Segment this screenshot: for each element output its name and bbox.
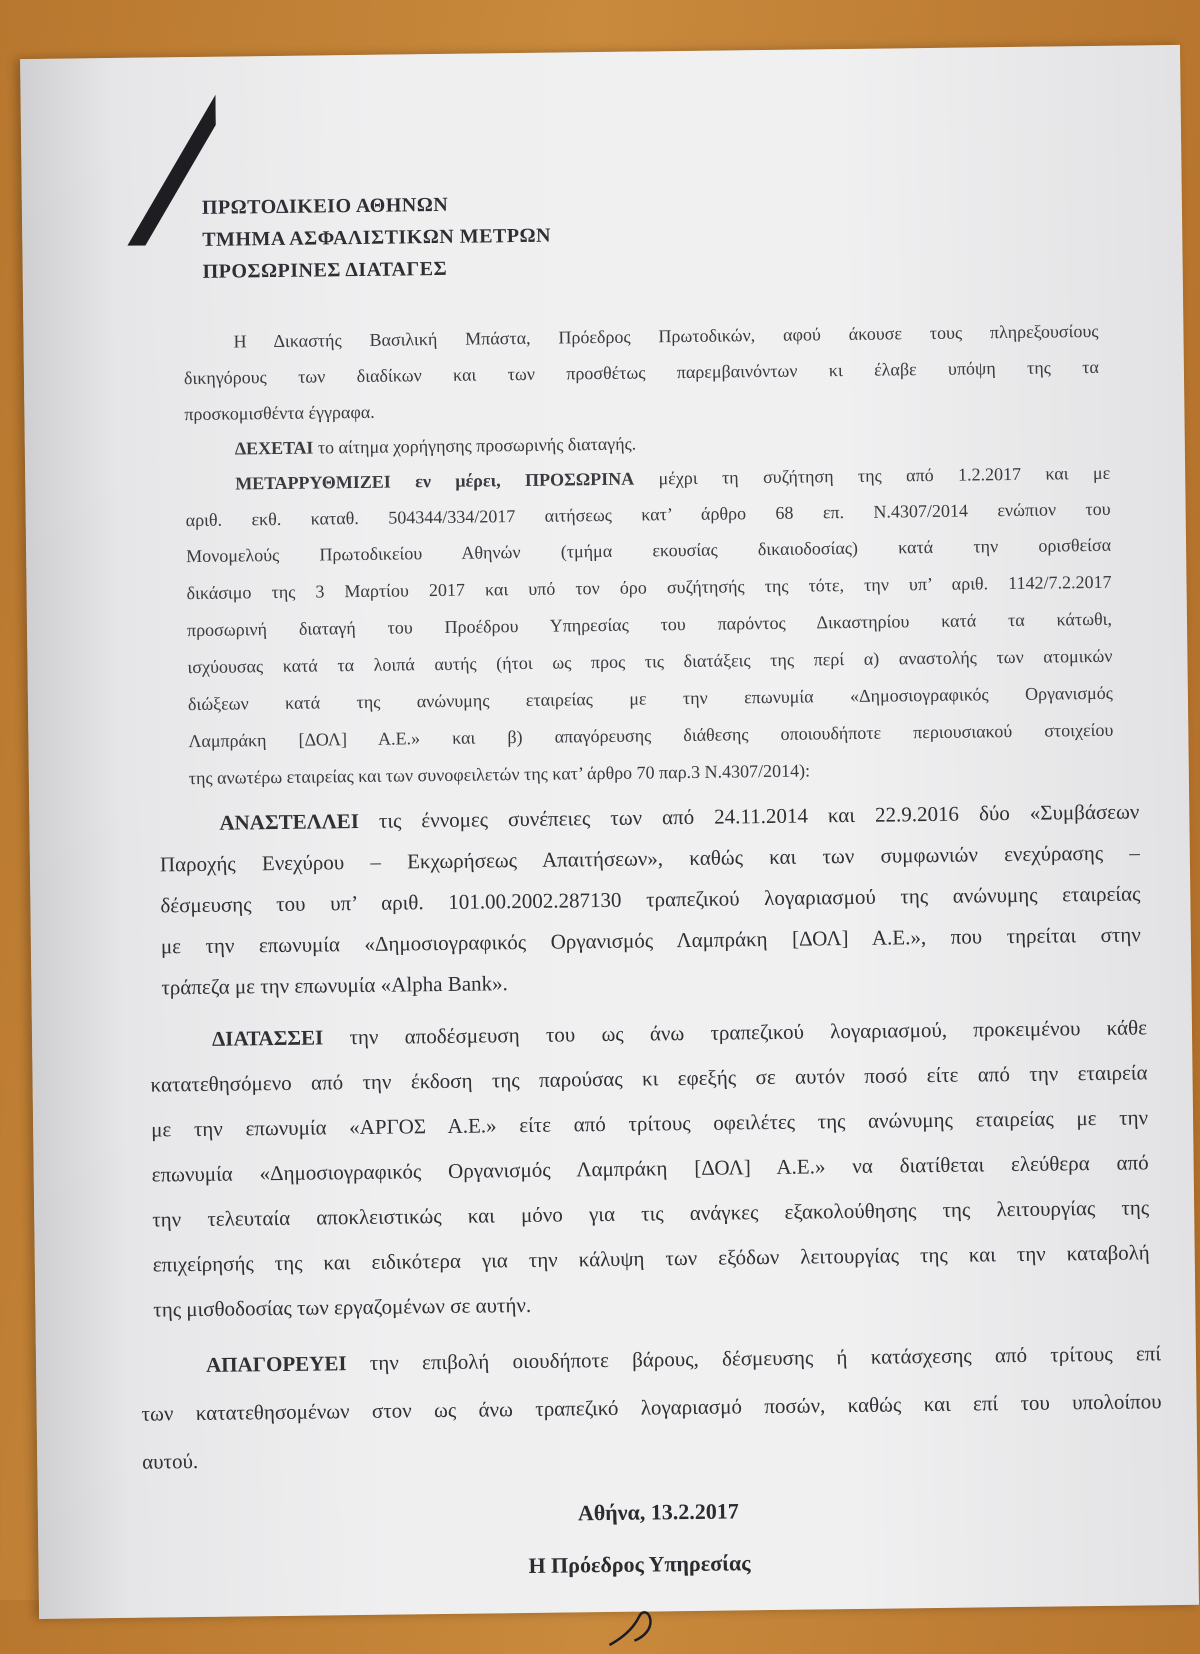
suspends-line-1 (219, 801, 1139, 833)
orders-line-7: της μισθοδοσίας των εργαζομένων σε αυτήν. (153, 1292, 532, 1322)
suspends-line-5: τράπεζα με την επωνυμία «Alpha Bank». (161, 971, 509, 1000)
document-type: ΠΡΟΣΩΡΙΝΕΣ ΔΙΑΤΑΓΕΣ (202, 257, 448, 283)
prohibits-line-3: αυτού. (142, 1449, 199, 1474)
orders-line-4: επωνυμία «Δημοσιογραφικός Οργανισμός Λαμπράκη [ΔΟΛ] Α.Ε.» να διατίθεται ελεύθερα από (151, 1150, 1149, 1187)
department-name: ΤΜΗΜΑ ΑΣΦΑΛΙΣΤΙΚΩΝ ΜΕΤΡΩΝ (202, 224, 552, 251)
amends-line-8: Λαμπράκη [ΔΟΛ] Α.Ε.» και β) απαγόρευσης διάθεσης οποιουδήποτε περιουσιακού στοιχείου (188, 719, 1114, 752)
suspends-line-1-text: τις έννομες συνέπειες των από 24.11.2014 και 22.9.2016 δύο «Συμβάσεων (358, 799, 1140, 834)
prohibits-keyword: ΑΠΑΓΟΡΕΥΕΙ (205, 1351, 347, 1377)
orders-keyword: ΔΙΑΤΑΣΣΕΙ (211, 1025, 324, 1051)
prohibits-line-1 (206, 1343, 1161, 1376)
suspends-keyword: ΑΝΑΣΤΕΛΛΕΙ (219, 809, 360, 835)
amends-line-2: αριθ. εκθ. καταθ. 504344/334/2017 αιτήσεως κατ’ άρθρο 68 επ. Ν.4307/2014 ενώπιον του (185, 498, 1111, 531)
orders-line-6: επιχείρησής της και ειδικότερα για την κάλυψη των εξόδων λειτουργίας της και την καταβολή (152, 1240, 1150, 1277)
corner-fold-mark (125, 95, 217, 246)
prohibits-line-1-text: την επιβολή οιουδήποτε βάρους, δέσμευσης ή κατάσχεσης από τρίτους επί (346, 1341, 1162, 1376)
amends-line-5: προσωρινή διαταγή του Προέδρου Υπηρεσίας του παρόντος Δικαστηρίου κατά τα κάτωθι, (186, 608, 1113, 641)
amends-line-1 (235, 464, 1110, 493)
accepts-keyword: ΔΕΧΕΤΑΙ (234, 437, 314, 459)
intro-line-1: Η Δικαστής Βασιλική Μπάστα, Πρόεδρος Πρωτοδικών, αφού άκουσε τους πληρεξουσίους (233, 320, 1099, 352)
prohibits-line-2: των κατατεθησομένων στον ως άνω τραπεζικό λογαριασμό ποσών, καθώς και επί του υπολοίπου (141, 1389, 1162, 1426)
amends-line-6: ισχύουσας κατά τα λοιπά αυτής (ήτοι ως προς τις διατάξεις της περί α) αναστολής των ατομικών (187, 645, 1113, 678)
orders-line-3: με την επωνυμία «ΑΡΓΟΣ Α.Ε.» είτε από τρίτους οφειλέτες της ανώνυμης εταιρείας με την (150, 1105, 1149, 1142)
accepts-text: το αίτημα χορήγησης προσωρινής διαταγής. (313, 433, 637, 458)
handwritten-signature (604, 1606, 684, 1647)
suspends-line-2: Παροχής Ενεχύρου – Εκχωρήσεως Απαιτήσεων», καθώς και των συμφωνιών ενεχύρασης – (159, 840, 1140, 877)
suspends-line-4: με την επωνυμία «Δημοσιογραφικός Οργανισμός Λαμπράκη [ΔΟΛ] Α.Ε.», που τηρείται στην (160, 922, 1141, 959)
orders-line-2: κατατεθησόμενο από την έκδοση της παρούσας κι εφεξής σε αυτόν ποσό είτε από την εταιρεία (150, 1060, 1148, 1097)
amends-keyword: ΜΕΤΑΡΡΥΘΜΙΖΕΙ εν μέρει, ΠΡΟΣΩΡΙΝΑ (235, 468, 635, 494)
amends-line-1-text: μέχρι τη συζήτηση της από 1.2.2017 και με (634, 462, 1111, 489)
place-and-date: Αθήνα, 13.2.2017 (577, 1498, 739, 1526)
amends-line-4: δικάσιμο της 3 Μαρτίου 2017 και υπό τον όρο συζήτησής της τότε, την υπ’ αριθ. 1142/7.2.2017 (186, 571, 1112, 604)
court-name: ΠΡΩΤΟΔΙΚΕΙΟ ΑΘΗΝΩΝ (201, 193, 449, 219)
accepts-paragraph (235, 435, 637, 458)
orders-line-1-text: την αποδέσμευση του ως άνω τραπεζικού λογαριασμού, προκειμένου κάθε (323, 1015, 1148, 1050)
amends-line-9: της ανωτέρω εταιρείας και των συνοφειλετών της κατ’ άρθρο 70 παρ.3 Ν.4307/2014): (188, 760, 811, 789)
orders-line-1 (212, 1017, 1147, 1049)
suspends-line-3: δέσμευσης του υπ’ αριθ. 101.00.2002.287130 τραπεζικού λογαριασμού της ανώνυμης εταιρείας (160, 881, 1141, 918)
amends-line-7: διώξεων κατά της ανώνυμης εταιρείας με την επωνυμία «Δημοσιογραφικός Οργανισμός (187, 682, 1113, 715)
document-page (20, 45, 1199, 1619)
signatory-title: Η Πρόεδρος Υπηρεσίας (528, 1550, 751, 1578)
intro-line-3: προσκομισθέντα έγγραφα. (184, 401, 375, 425)
intro-line-2: δικηγόρους των διαδίκων και των προσθέτως παρεμβαινόντων κι έλαβε υπόψη της τα (183, 356, 1100, 389)
orders-line-5: την τελευταία αποκλειστικώς και μόνο για τις ανάγκες εξακολούθησης της λειτουργίας της (152, 1195, 1150, 1232)
amends-line-3: Μονομελούς Πρωτοδικείου Αθηνών (τμήμα εκουσίας δικαιοδοσίας) κατά την ορισθείσα (186, 534, 1112, 567)
